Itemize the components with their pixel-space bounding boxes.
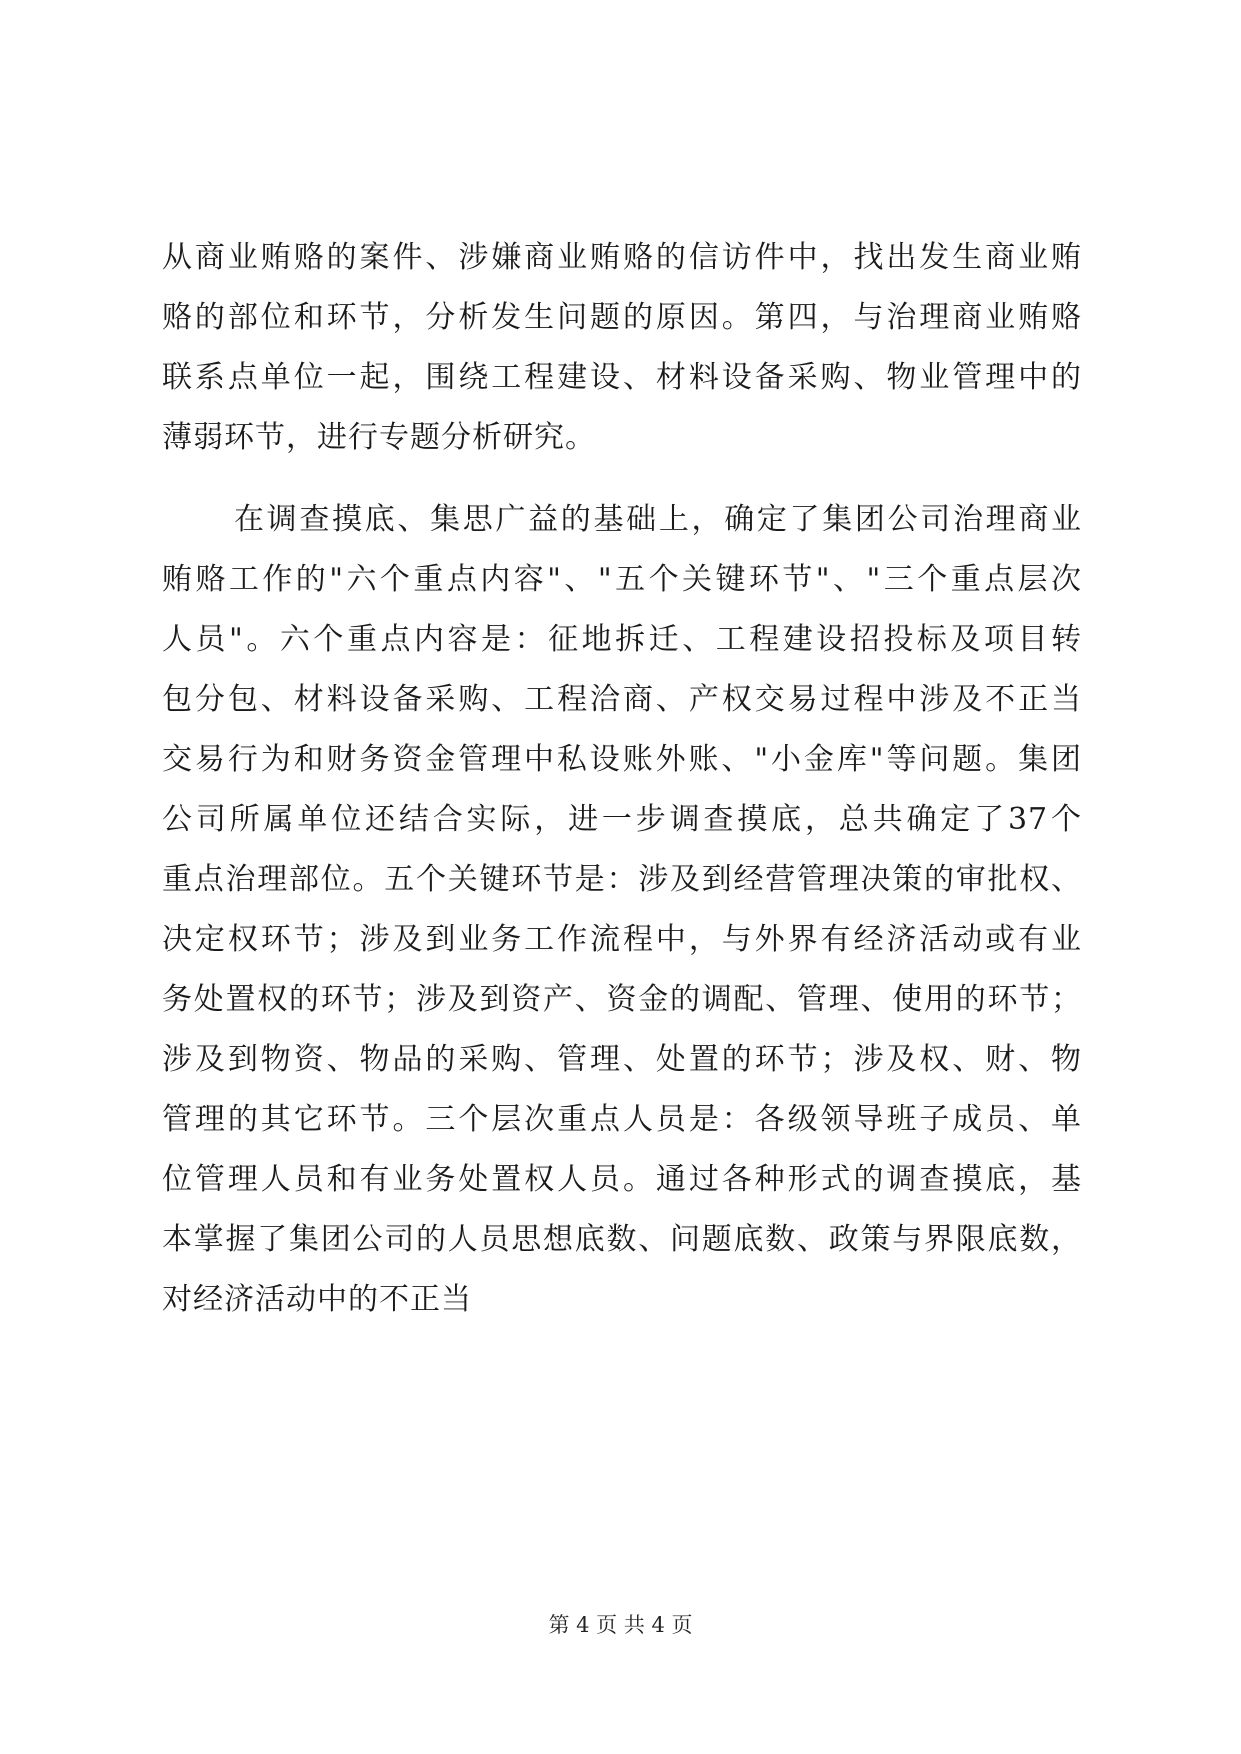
text-line: 赂的部位和环节，分析发生问题的原因。第四，与治理商业贿赂 [162, 300, 1082, 335]
text-line: 管理的其它环节。三个层次重点人员是：各级领导班子成员、单 [162, 1102, 1082, 1137]
text-line: 务处置权的环节；涉及到资产、资金的调配、管理、使用的环节； [162, 982, 1082, 1017]
text-line: 包分包、材料设备采购、工程洽商、产权交易过程中涉及不正当 [162, 682, 1082, 717]
text-line: 涉及到物资、物品的采购、管理、处置的环节；涉及权、财、物 [162, 1042, 1082, 1077]
text-line: 位管理人员和有业务处置权人员。通过各种形式的调查摸底，基 [162, 1162, 1082, 1197]
text-line: 联系点单位一起，围绕工程建设、材料设备采购、物业管理中的 [162, 360, 1082, 395]
paragraph-spacer [162, 468, 1082, 490]
text-line: 人员"。六个重点内容是：征地拆迁、工程建设招投标及项目转 [162, 622, 1082, 657]
text-line: 本掌握了集团公司的人员思想底数、问题底数、政策与界限底数， [162, 1222, 1082, 1257]
paragraph-2 [162, 490, 1082, 1330]
text-line: 从商业贿赂的案件、涉嫌商业贿赂的信访件中，找出发生商业贿 [162, 240, 1082, 275]
text-line: 对经济活动中的不正当 [162, 1282, 472, 1317]
text-line: 公司所属单位还结合实际，进一步调查摸底，总共确定了37个 [162, 802, 1082, 837]
page-number-footer: 第 4 页 共 4 页 [548, 1613, 693, 1637]
body-text [162, 228, 1082, 1330]
text-line: 薄弱环节，进行专题分析研究。 [162, 420, 596, 455]
text-line: 重点治理部位。五个关键环节是：涉及到经营管理决策的审批权、 [162, 862, 1082, 897]
text-line: 贿赂工作的"六个重点内容"、"五个关键环节"、"三个重点层次 [162, 562, 1082, 597]
text-line: 决定权环节；涉及到业务工作流程中，与外界有经济活动或有业 [162, 922, 1082, 957]
text-line: 在调查摸底、集思广益的基础上，确定了集团公司治理商业 [234, 502, 1082, 537]
text-line: 交易行为和财务资金管理中私设账外账、"小金库"等问题。集团 [162, 742, 1082, 777]
paragraph-1 [162, 228, 1082, 468]
